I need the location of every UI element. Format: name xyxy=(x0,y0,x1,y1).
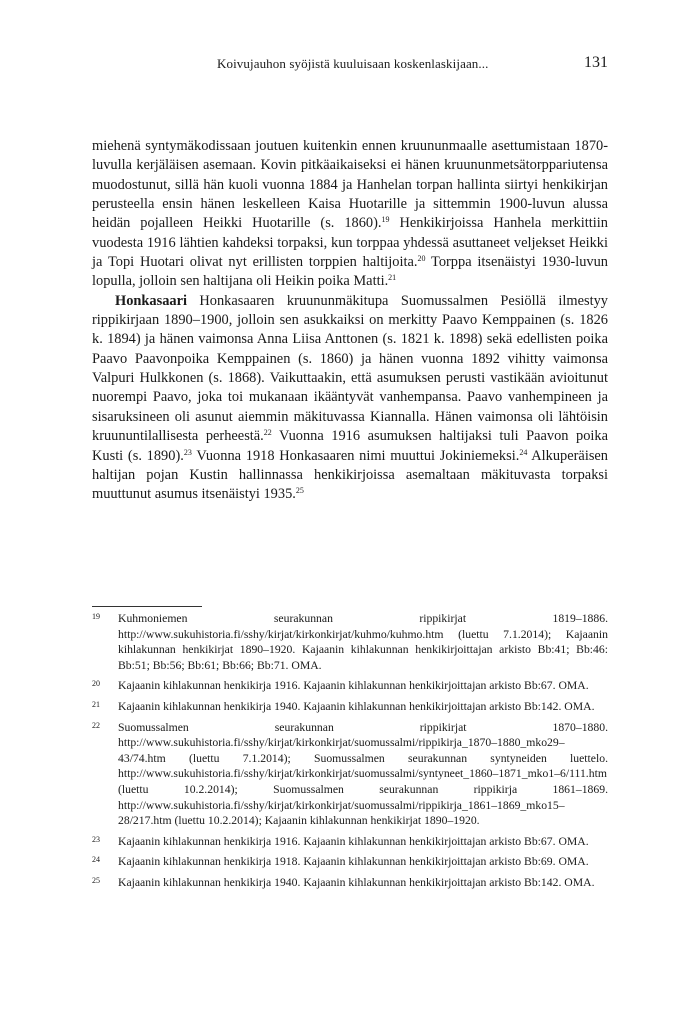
section-heading: Honkasaari xyxy=(115,292,187,309)
body-text xyxy=(92,137,608,505)
running-title: Koivujauhon syöjistä kuuluisaan koskenlaskijaan... xyxy=(217,56,489,71)
footnote-ref: 23 xyxy=(183,447,192,457)
footnote-ref: 25 xyxy=(295,486,304,496)
footnote-number: 25 xyxy=(92,875,100,885)
paragraph-honkasaari xyxy=(92,292,608,505)
footnote xyxy=(92,699,608,715)
paragraph-text: Vuonna 1916 asumuksen haltijaksi tuli Paavon poika Kusti (s. 1890). xyxy=(92,428,608,464)
footnote-number: 22 xyxy=(92,720,100,730)
footnote-number: 23 xyxy=(92,834,100,844)
paragraph-text: Henkikirjoissa Hanhela merkittiin vuodesta 1916 lähtien kahdeksi torpaksi, kun torppaa yhdessä asuttaneet veljekset Heikki ja Topi Huotari olivat nyt erillisten torppien haltijoita. xyxy=(92,215,608,271)
footnotes xyxy=(92,611,608,896)
paragraph-text: Honkasaaren kruununmäkitupa Suomussalmen Pesiöllä ilmestyy rippikirjaan 1890–1900, jolloin sen asukkaiksi on merkitty Paavo Kemppainen (s. 1826 k. 1894) ja hänen vaimonsa Anna Liisa Anttonen (s. 1821 k. 1898) sekä edellisten poika Paavo Paavonpoika Kemppainen (s. 1860) ja hänen vuonna 1892 vihitty vaimonsa Valpuri Hulkkonen (s. 1868). Vaikuttaakin, että asumuksen perusti vastikään avioitunut nuorempi Paavo, joka toi mukanaan ikääntyvät vanhempansa. Paavo vanhempineen ja sisaruksineen oli asunut aiemmin mäkituvassa Kiannalla. Hänen vaimonsa oli lähtöisin kruununtilallisesta perheestä. xyxy=(92,292,608,445)
footnote xyxy=(92,854,608,870)
footnote-ref: 22 xyxy=(263,428,272,438)
footnote xyxy=(92,720,608,829)
footnote-ref: 19 xyxy=(381,215,390,225)
footnote-ref: 24 xyxy=(519,447,528,457)
footnote-number: 24 xyxy=(92,855,100,865)
footnote-ref: 20 xyxy=(417,254,426,264)
footnote xyxy=(92,678,608,694)
paragraph-hanhela xyxy=(92,137,608,292)
footnote xyxy=(92,834,608,850)
footnote-text: Suomussalmen seurakunnan rippikirjat 1870–1880. http://www.sukuhistoria.fi/sshy/kirjat/kirkonkirjat/suomussalmi/rippikirja_1870–1880_mko29–43/74.htm (luettu 7.1.2014); Suomussalmen seurakunnan syntyneiden luettelo. http://www.sukuhistoria.fi/sshy/kirjat/kirkonkirjat/suomussalmi/syntyneet_1860–1871_mko1–6/111.htm (luettu 10.2.2014); Suomussalmen seurakunnan rippikirja 1861–1869. http://www.sukuhistoria.fi/sshy/kirjat/kirkonkirjat/suomussalmi/rippikirja_1861–1869_mko15–28/217.htm (luettu 10.2.2014); Kajaanin kihlakunnan henkikirjat 1890–1920. xyxy=(118,720,608,828)
paragraph-text: miehenä syntymäkodissaan joutuen kuitenkin ennen kruununmaalle asettumistaan 1870-luvulla kerjäläisen asemaan. Kovin pitkäaikaiseksi ei hänen kruununmetsätorppariutensa muodostunut, sillä hän kuoli vuonna 1884 ja Hanhelan torpan hallinta siirtyi henkikirjan perusteella ensin hänen leskelleen Kaisa Huotarille ja sittemmin 1900-luvun alussa heidän pojalleen Heikki Huotarille (s. 1860). xyxy=(92,138,608,232)
footnote-ref: 21 xyxy=(388,273,397,283)
paragraph-text: Alkuperäisen haltijan pojan Kustin hallinnassa henkikirjoissa asemaltaan mäkituvasta torpaksi muuttunut asumus itsenäistyi 1935. xyxy=(92,447,608,503)
page-number: 131 xyxy=(584,54,608,71)
footnote-text: Kajaanin kihlakunnan henkikirja 1940. Kajaanin kihlakunnan henkikirjoittajan arkisto Bb:142. OMA. xyxy=(118,699,595,713)
footnote-text: Kajaanin kihlakunnan henkikirja 1918. Kajaanin kihlakunnan henkikirjoittajan arkisto Bb:69. OMA. xyxy=(118,855,589,869)
paragraph-text: Vuonna 1918 Honkasaaren nimi muuttui Jokiniemeksi. xyxy=(191,447,520,464)
footnote-text: Kajaanin kihlakunnan henkikirja 1916. Kajaanin kihlakunnan henkikirjoittajan arkisto Bb:67. OMA. xyxy=(118,679,589,693)
footnote-number: 21 xyxy=(92,699,100,709)
footnote-text: Kajaanin kihlakunnan henkikirja 1916. Kajaanin kihlakunnan henkikirjoittajan arkisto Bb:67. OMA. xyxy=(118,834,589,848)
paragraph-text: Torppa itsenäistyi 1930-luvun lopulla, jolloin sen haltijana oli Heikin poika Matti. xyxy=(92,254,608,290)
footnote xyxy=(92,611,608,673)
footnote xyxy=(92,875,608,891)
footnote-number: 19 xyxy=(92,612,100,621)
footnote-divider xyxy=(92,606,202,607)
footnote-text: Kuhmoniemen seurakunnan rippikirjat 1819–1886. http://www.sukuhistoria.fi/sshy/kirjat/kirkonkirjat/kuhmo/kuhmo.htm (luettu 7.1.2014); Kajaanin kihlakunnan henkikirjat 1890–1920. Kajaanin kihlakunnan henkikirjoittajan arkisto Bb:41; Bb:46: Bb:51; Bb:56; Bb:61; Bb:66; Bb:71. OMA. xyxy=(118,612,608,672)
footnote-text: Kajaanin kihlakunnan henkikirja 1940. Kajaanin kihlakunnan henkikirjoittajan arkisto Bb:142. OMA. xyxy=(118,875,595,889)
running-header xyxy=(92,54,608,74)
footnote-number: 20 xyxy=(92,679,100,689)
